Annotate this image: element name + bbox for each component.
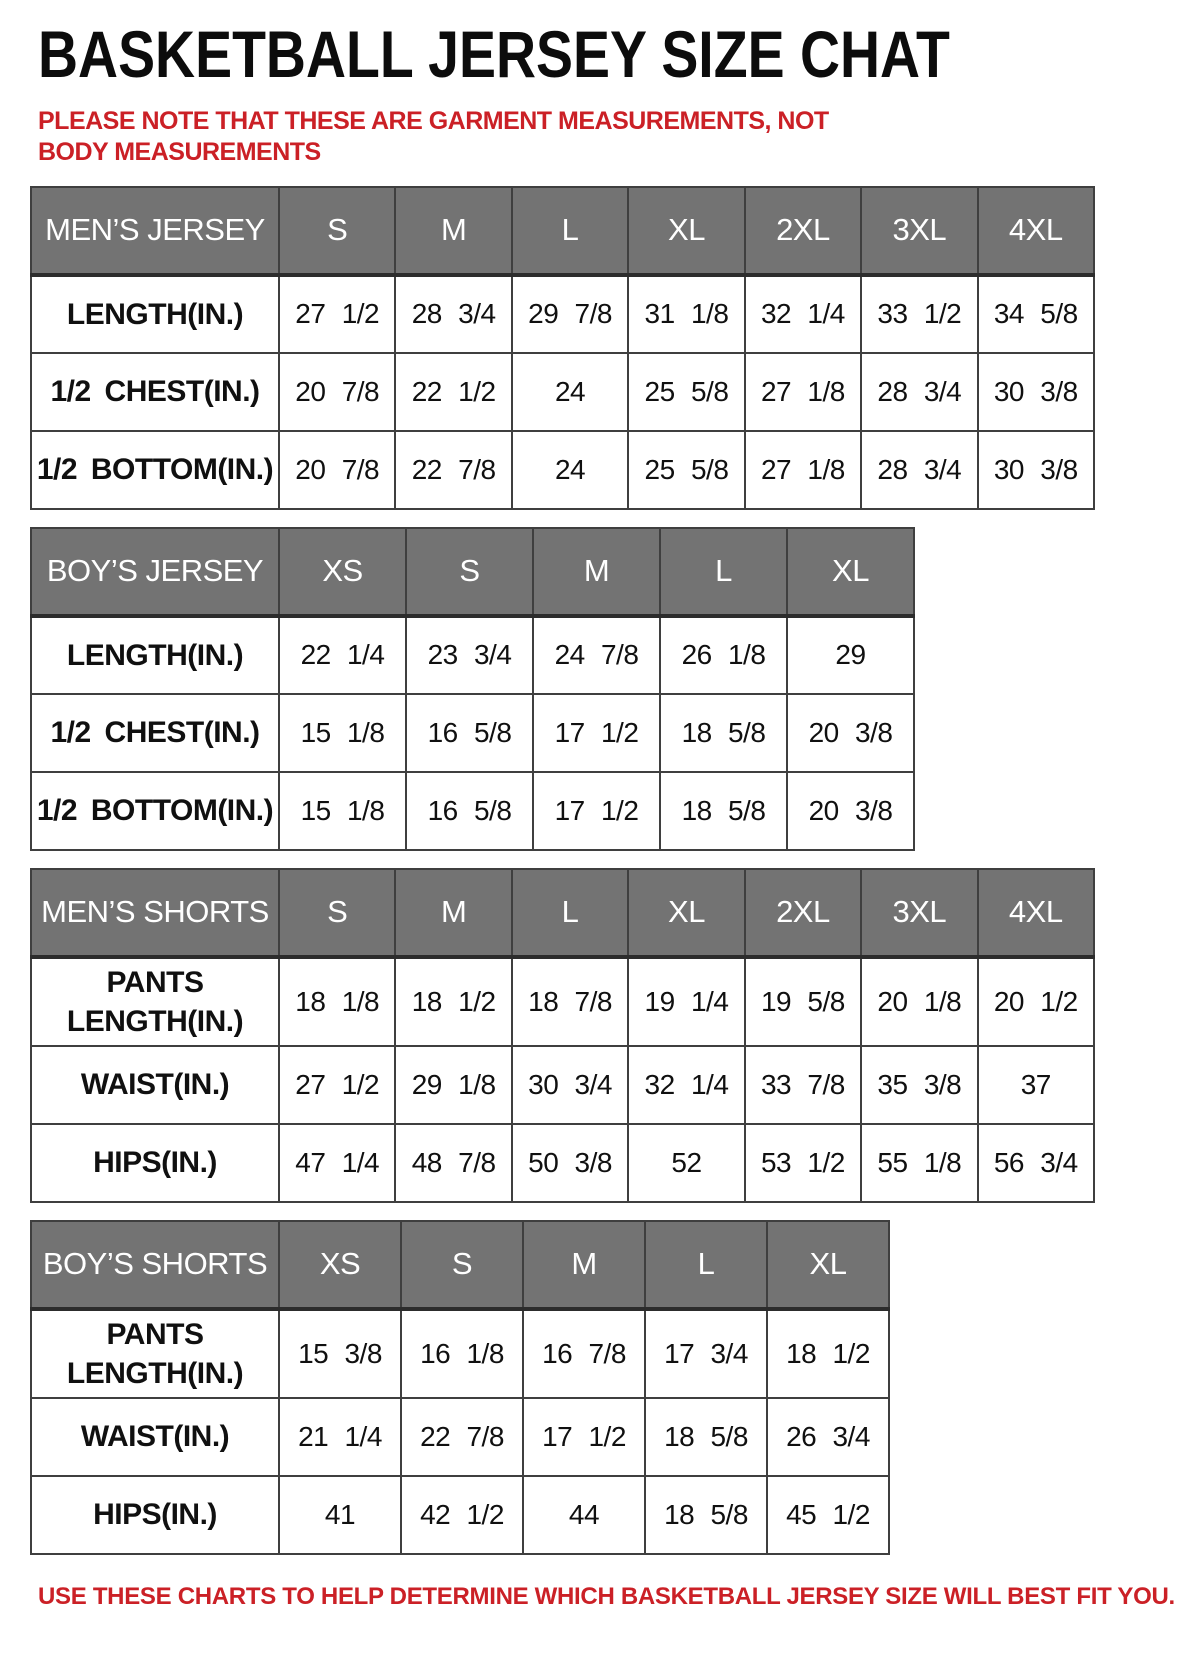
measurement-row: [31, 1476, 889, 1554]
boys-shorts-table: [30, 1220, 890, 1555]
measurement-row: [31, 772, 914, 850]
boys-jersey-table: [30, 527, 915, 851]
header-row: [31, 869, 1094, 957]
size-value: 22 7/8: [395, 431, 511, 509]
size-value: 20 3/8: [787, 694, 914, 772]
size-value: 42 1/2: [401, 1476, 523, 1554]
size-value: 15 1/8: [279, 772, 406, 850]
size-value: 32 1/4: [628, 1046, 744, 1124]
size-value: 30 3/8: [978, 353, 1094, 431]
size-header-cell: XL: [767, 1221, 889, 1309]
size-value: 27 1/2: [279, 275, 395, 353]
row-label: HIPS(IN.): [31, 1476, 279, 1554]
row-label: 1/2 CHEST(IN.): [31, 353, 279, 431]
measurement-row: [31, 1046, 1094, 1124]
size-value: 31 1/8: [628, 275, 744, 353]
size-value: 35 3/8: [861, 1046, 977, 1124]
size-value: 25 5/8: [628, 431, 744, 509]
size-value: 17 1/2: [533, 694, 660, 772]
table-title-cell: MEN’S SHORTS: [31, 869, 279, 957]
size-header-cell: XS: [279, 528, 406, 616]
measurement-row: [31, 353, 1094, 431]
page-title: BASKETBALL JERSEY SIZE CHAT: [38, 17, 950, 91]
size-header-cell: 2XL: [745, 187, 861, 275]
table-title-cell: BOY’S JERSEY: [31, 528, 279, 616]
measurement-row: [31, 431, 1094, 509]
mens-jersey-table: [30, 186, 1095, 510]
size-value: 24 7/8: [533, 616, 660, 694]
size-value: 18 1/8: [279, 957, 395, 1046]
size-value: 15 3/8: [279, 1309, 401, 1398]
size-header-cell: M: [523, 1221, 645, 1309]
size-header-cell: S: [279, 187, 395, 275]
size-value: 29: [787, 616, 914, 694]
size-header-cell: L: [645, 1221, 767, 1309]
size-value: 18 5/8: [660, 772, 787, 850]
mens-shorts-table: [30, 868, 1095, 1203]
size-value: 17 3/4: [645, 1309, 767, 1398]
size-value: 24: [512, 431, 628, 509]
size-header-cell: L: [512, 187, 628, 275]
size-value: 21 1/4: [279, 1398, 401, 1476]
size-value: 33 7/8: [745, 1046, 861, 1124]
size-header-cell: XL: [787, 528, 914, 616]
table-title-cell: BOY’S SHORTS: [31, 1221, 279, 1309]
size-value: 22 7/8: [401, 1398, 523, 1476]
size-header-cell: S: [279, 869, 395, 957]
size-value: 41: [279, 1476, 401, 1554]
size-value: 53 1/2: [745, 1124, 861, 1202]
size-value: 37: [978, 1046, 1094, 1124]
size-header-cell: S: [406, 528, 533, 616]
header-row: [31, 1221, 889, 1309]
size-value: 52: [628, 1124, 744, 1202]
size-header-cell: M: [395, 187, 511, 275]
size-value: 20 3/8: [787, 772, 914, 850]
size-value: 29 7/8: [512, 275, 628, 353]
size-value: 16 1/8: [401, 1309, 523, 1398]
row-label: WAIST(IN.): [31, 1046, 279, 1124]
fit-advice-footer: USE THESE CHARTS TO HELP DETERMINE WHICH BASKETBALL JERSEY SIZE WILL BEST FIT YOU.: [38, 1582, 1175, 1610]
size-value: 28 3/4: [861, 431, 977, 509]
size-value: 55 1/8: [861, 1124, 977, 1202]
size-value: 20 1/8: [861, 957, 977, 1046]
measurement-row: [31, 616, 914, 694]
size-header-cell: S: [401, 1221, 523, 1309]
tables: [30, 186, 1170, 1555]
measurement-row: [31, 1124, 1094, 1202]
measurement-row: [31, 694, 914, 772]
size-value: 44: [523, 1476, 645, 1554]
row-label: 1/2 BOTTOM(IN.): [31, 772, 279, 850]
size-value: 22 1/4: [279, 616, 406, 694]
size-header-cell: 4XL: [978, 869, 1094, 957]
row-label: PANTS LENGTH(IN.): [31, 1309, 279, 1398]
size-value: 19 1/4: [628, 957, 744, 1046]
size-value: 28 3/4: [861, 353, 977, 431]
size-value: 18 1/2: [395, 957, 511, 1046]
row-label: 1/2 BOTTOM(IN.): [31, 431, 279, 509]
size-value: 30 3/8: [978, 431, 1094, 509]
size-value: 17 1/2: [533, 772, 660, 850]
table-title-cell: MEN’S JERSEY: [31, 187, 279, 275]
row-label: LENGTH(IN.): [31, 616, 279, 694]
size-value: 16 5/8: [406, 772, 533, 850]
size-value: 16 7/8: [523, 1309, 645, 1398]
size-header-cell: L: [512, 869, 628, 957]
size-header-cell: XS: [279, 1221, 401, 1309]
size-value: 20 7/8: [279, 431, 395, 509]
size-value: 23 3/4: [406, 616, 533, 694]
size-value: 50 3/8: [512, 1124, 628, 1202]
measurement-row: [31, 275, 1094, 353]
row-label: HIPS(IN.): [31, 1124, 279, 1202]
size-value: 22 1/2: [395, 353, 511, 431]
size-value: 32 1/4: [745, 275, 861, 353]
header-row: [31, 528, 914, 616]
measurement-row: [31, 957, 1094, 1046]
size-value: 25 5/8: [628, 353, 744, 431]
size-value: 29 1/8: [395, 1046, 511, 1124]
size-value: 45 1/2: [767, 1476, 889, 1554]
size-value: 27 1/8: [745, 353, 861, 431]
measurement-row: [31, 1398, 889, 1476]
size-value: 34 5/8: [978, 275, 1094, 353]
size-value: 15 1/8: [279, 694, 406, 772]
size-value: 30 3/4: [512, 1046, 628, 1124]
size-value: 24: [512, 353, 628, 431]
size-header-cell: 4XL: [978, 187, 1094, 275]
size-value: 16 5/8: [406, 694, 533, 772]
size-value: 18 5/8: [645, 1476, 767, 1554]
size-value: 48 7/8: [395, 1124, 511, 1202]
size-value: 28 3/4: [395, 275, 511, 353]
size-value: 18 5/8: [645, 1398, 767, 1476]
size-value: 26 3/4: [767, 1398, 889, 1476]
size-value: 27 1/2: [279, 1046, 395, 1124]
size-value: 18 5/8: [660, 694, 787, 772]
size-value: 18 1/2: [767, 1309, 889, 1398]
size-header-cell: XL: [628, 187, 744, 275]
size-header-cell: M: [395, 869, 511, 957]
size-value: 33 1/2: [861, 275, 977, 353]
size-header-cell: 2XL: [745, 869, 861, 957]
size-value: 56 3/4: [978, 1124, 1094, 1202]
size-header-cell: L: [660, 528, 787, 616]
row-label: PANTS LENGTH(IN.): [31, 957, 279, 1046]
row-label: 1/2 CHEST(IN.): [31, 694, 279, 772]
row-label: LENGTH(IN.): [31, 275, 279, 353]
row-label: WAIST(IN.): [31, 1398, 279, 1476]
size-value: 26 1/8: [660, 616, 787, 694]
size-value: 19 5/8: [745, 957, 861, 1046]
size-value: 17 1/2: [523, 1398, 645, 1476]
size-value: 20 7/8: [279, 353, 395, 431]
header-row: [31, 187, 1094, 275]
size-header-cell: XL: [628, 869, 744, 957]
size-header-cell: M: [533, 528, 660, 616]
size-value: 18 7/8: [512, 957, 628, 1046]
size-value: 27 1/8: [745, 431, 861, 509]
size-header-cell: 3XL: [861, 187, 977, 275]
garment-measurement-note: PLEASE NOTE THAT THESE ARE GARMENT MEASUREMENTS, NOT BODY MEASUREMENTS: [38, 107, 829, 167]
size-value: 20 1/2: [978, 957, 1094, 1046]
measurement-row: [31, 1309, 889, 1398]
size-value: 47 1/4: [279, 1124, 395, 1202]
size-header-cell: 3XL: [861, 869, 977, 957]
